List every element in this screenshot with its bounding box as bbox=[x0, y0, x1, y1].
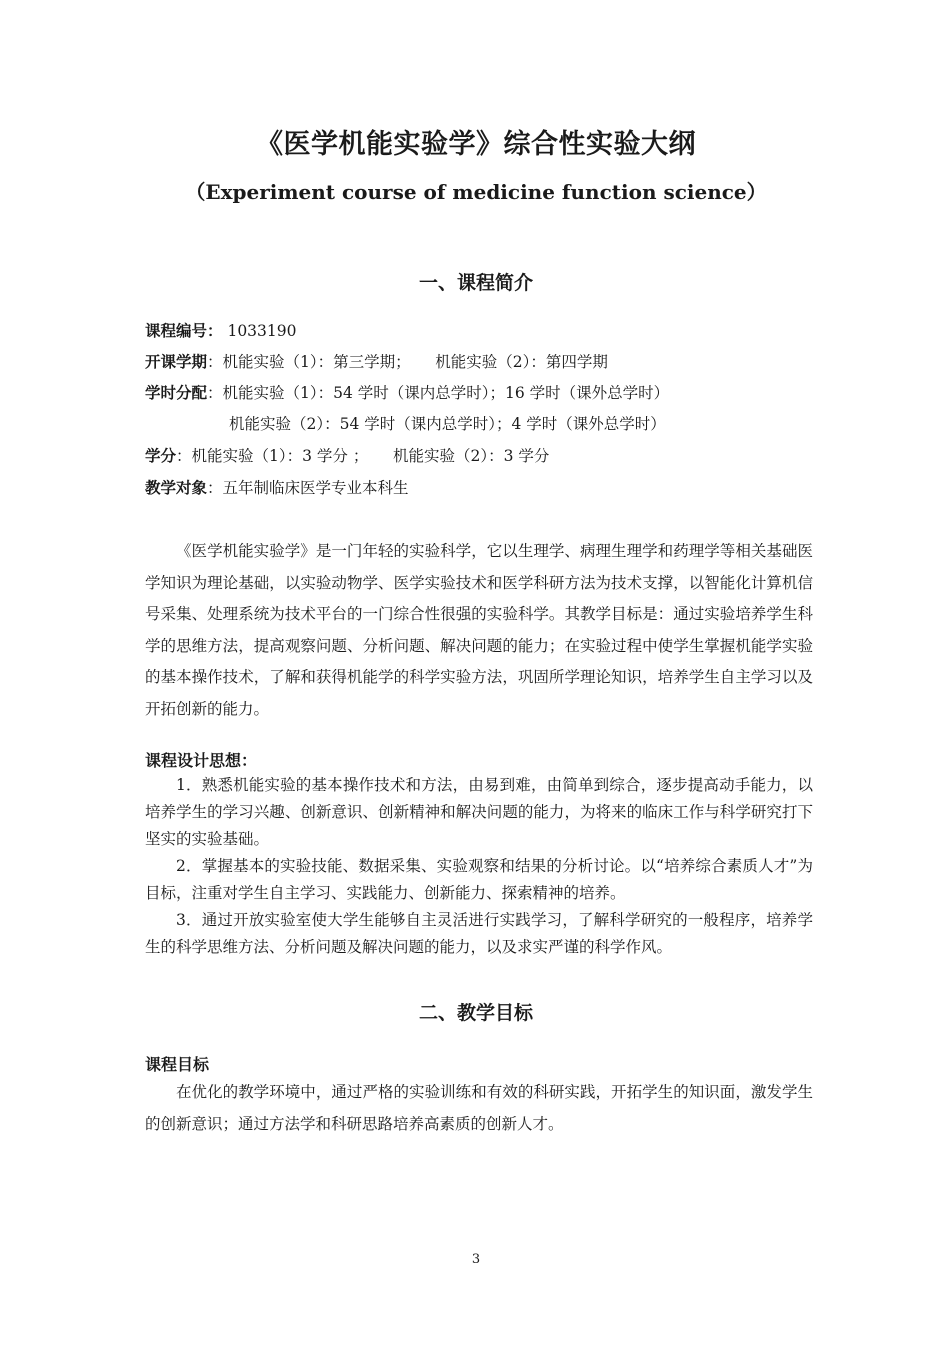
course-code-value: 1033190 bbox=[227, 322, 297, 340]
target-value: ：五年制临床医学专业本科生 bbox=[207, 479, 409, 497]
credit-value: ：机能实验（1）：3 学分 ； 机能实验（2）：3 学分 bbox=[176, 447, 550, 465]
term-label: 开课学期 bbox=[145, 352, 208, 371]
credit-label: 学分 bbox=[145, 446, 177, 465]
course-code-line bbox=[145, 320, 296, 342]
course-code-label: 课程编号： bbox=[145, 321, 223, 340]
hours-line-2 bbox=[229, 413, 666, 435]
hours-line bbox=[145, 382, 669, 404]
document-title: 《医学机能实验学》综合性实验大纲 bbox=[256, 129, 696, 160]
hours-label: 学时分配 bbox=[145, 383, 208, 402]
section-heading-intro: 一、课程简介 bbox=[418, 272, 533, 294]
intro-paragraph: 《医学机能实验学》是一门年轻的实验科学，它以生理学、病理生理学和药理学等相关基础医学知识为理论基础，以实验动物学、医学实验技术和医学科研方法为技术支撑，以智能化计算机信号采集、处理系统为技术平台的一门综合性很强的实验科学。其教学目标是：通过实验培养学生科学的思维方法，提高观察问题、分析问题、解决问题的能力；在实验过程中使学生掌握机能学实验的基本操作技术，了解和获得机能学的科学实验方法，巩固所学理论知识，培养学生自主学习以及开拓创新的能力。 bbox=[145, 542, 813, 718]
section-heading-goals: 二、教学目标 bbox=[418, 1002, 533, 1024]
hours-value-2: 机能实验（2）：54 学时（课内总学时）；4 学时（课外总学时） bbox=[229, 415, 666, 433]
page-number: 3 bbox=[471, 1252, 481, 1267]
goal-heading: 课程目标 bbox=[145, 1055, 210, 1074]
hours-value-1: ：机能实验（1）：54 学时（课内总学时）；16 学时（课外总学时） bbox=[207, 384, 670, 402]
design-item-2: 2．掌握基本的实验技能、数据采集、实验观察和结果的分析讨论。以“培养综合素质人才”为目标，注重对学生自主学习、实践能力、创新能力、探索精神的培养。 bbox=[145, 857, 813, 902]
target-label: 教学对象 bbox=[145, 478, 208, 497]
document-subtitle: （Experiment course of medicine function science） bbox=[185, 180, 767, 204]
design-heading: 课程设计思想： bbox=[145, 751, 258, 770]
target-line bbox=[145, 477, 409, 499]
term-value: ：机能实验（1）：第三学期； 机能实验（2）：第四学期 bbox=[207, 353, 608, 371]
term-line bbox=[145, 351, 608, 373]
goal-paragraph: 在优化的教学环境中，通过严格的实验训练和有效的科研实践，开拓学生的知识面，激发学生的创新意识；通过方法学和科研思路培养高素质的创新人才。 bbox=[145, 1083, 813, 1133]
design-item-3: 3．通过开放实验室使大学生能够自主灵活进行实践学习，了解科学研究的一般程序，培养学生的科学思维方法、分析问题及解决问题的能力，以及求实严谨的科学作风。 bbox=[145, 911, 813, 956]
design-item-1: 1．熟悉机能实验的基本操作技术和方法，由易到难，由简单到综合，逐步提高动手能力，以培养学生的学习兴趣、创新意识、创新精神和解决问题的能力，为将来的临床工作与科学研究打下坚实的实验基础。 bbox=[145, 776, 813, 848]
credit-line bbox=[145, 445, 549, 467]
